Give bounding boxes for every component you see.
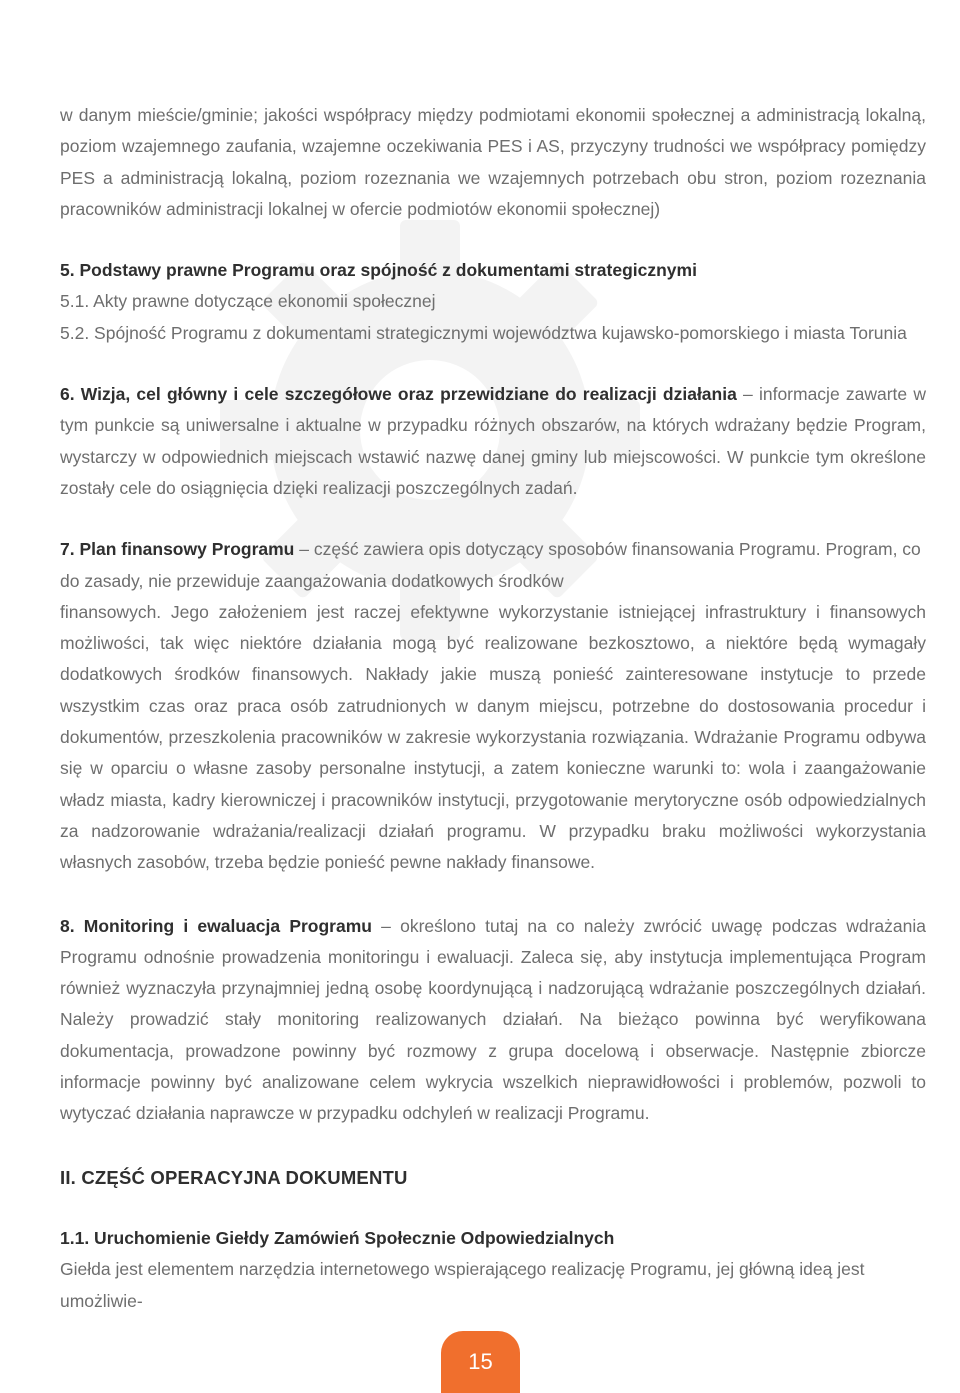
section-5-heading <box>60 255 926 286</box>
section-7-paragraph: finansowych. Jego założeniem jest raczej efektywne wykorzystanie istniejącej infrastruktury i finansowych możliwości, tak więc niektóre działania mogą być realizowane bezkosztowo, a niektóre będą wymagały dodatkowych środków finansowych. Nakłady jakie muszą ponieść zainteresowane instytucje to przede wszystkim czas oraz praca osób zatrudnionych w danym miejscu, potrzebne do dostosowania procedur i dokumentów, przeszkolenia pracowników w zakresie wykorzystania rozwiązania. Wdrażanie Programu odbywa się w oparciu o własne zasoby personalne instytucji, a zatem konieczne warunki to: wola i zaangażowanie władz miasta, kadry kierowniczej i pracowników instytucji, przygotowanie merytoryczne osób odpowiedzialnych za nadzorowanie wdrażania/realizacji działań programu. W przypadku braku możliwości wykorzystania własnych zasobów, trzeba będzie ponieść pewne nakłady finansowe. <box>60 601 926 873</box>
section-5-2: 5.2. Spójność Programu z dokumentami strategicznymi województwa kujawsko-pomorskiego i miasta Torunia <box>60 322 907 343</box>
section-6-title: 6. Wizja, cel główny i cele szczegółowe oraz przewidziane do realizacji działania <box>60 384 737 405</box>
section-7-body-first: – część zawiera opis dotyczący sposobów finansowania Programu. Program, co do zasady, nie przewiduje zaangażowania dodatkowych środków <box>60 539 921 591</box>
section-6-body: – informacje zawarte w tym punkcie są uniwersalne i aktualne w przypadku różnych obszarów, na których wdrażany będzie Program, wystarczy w odpowiednich miejscach wstawić nazwę danej gminy lub miejscowości. W punkcie tym określone zostały cele do osiągnięcia dzięki realizacji poszczególnych zadań. <box>60 384 926 498</box>
section-6-paragraph <box>60 379 926 504</box>
section-8-title: 8. Monitoring i ewaluacja Programu <box>60 915 372 936</box>
section-7-first-line <box>60 534 926 597</box>
part-2-title: II. CZĘŚĆ OPERACYJNA DOKUMENTU <box>60 1166 408 1188</box>
section-7-title: 7. Plan finansowy Programu <box>60 539 295 560</box>
section-8-body: – określono tutaj na co należy zwrócić uwagę podczas wdrażania Programu odnośnie prowadzenia monitoringu i ewaluacji. Zaleca się, aby instytucja implementująca Program również wyznaczyła przynajmniej jedną osobę koordynującą i nadzorującą wdrażanie poszczególnych działań. Należy prowadzić stały monitoring realizowanych działań. Na bieżąco powinna być weryfikowana dokumentacja, prowadzone powinny być rozmowy z grupa docelową i obserwacje. Następnie zbiorcze informacje powinny być analizowane celem wykrycia wszelkich nieprawidłowości i problemów, pozwoli to wytyczać działania naprawcze w przypadku odchyleń w realizacji Programu. <box>60 915 926 1124</box>
section-8-paragraph <box>60 911 926 1130</box>
page-content <box>60 100 926 1317</box>
section-1-1-body: Giełda jest elementem narzędzia internetowego wspierającego realizację Programu, jej główną ideą jest umożliwie- <box>60 1259 865 1311</box>
section-5-1: 5.1. Akty prawne dotyczące ekonomii społecznej <box>60 291 436 312</box>
section-1-1-title: 1.1. Uruchomienie Giełdy Zamówień Społecznie Odpowiedzialnych <box>60 1227 615 1248</box>
intro-paragraph: w danym mieście/gminie; jakości współpracy między podmiotami ekonomii społecznej a administracją lokalną, poziom wzajemnego zaufania, wzajemne oczekiwania PES i AS, przyczyny trudności we współpracy pomiędzy PES a administracją lokalną, poziom rozeznania we wzajemnych potrzebach obu stron, poziom rozeznania pracowników administracji lokalnej w ofercie podmiotów ekonomii społecznej) <box>60 105 926 219</box>
section-5-title: 5. Podstawy prawne Programu oraz spójność z dokumentami strategicznymi <box>60 260 697 281</box>
page-number: 15 <box>441 1331 520 1393</box>
